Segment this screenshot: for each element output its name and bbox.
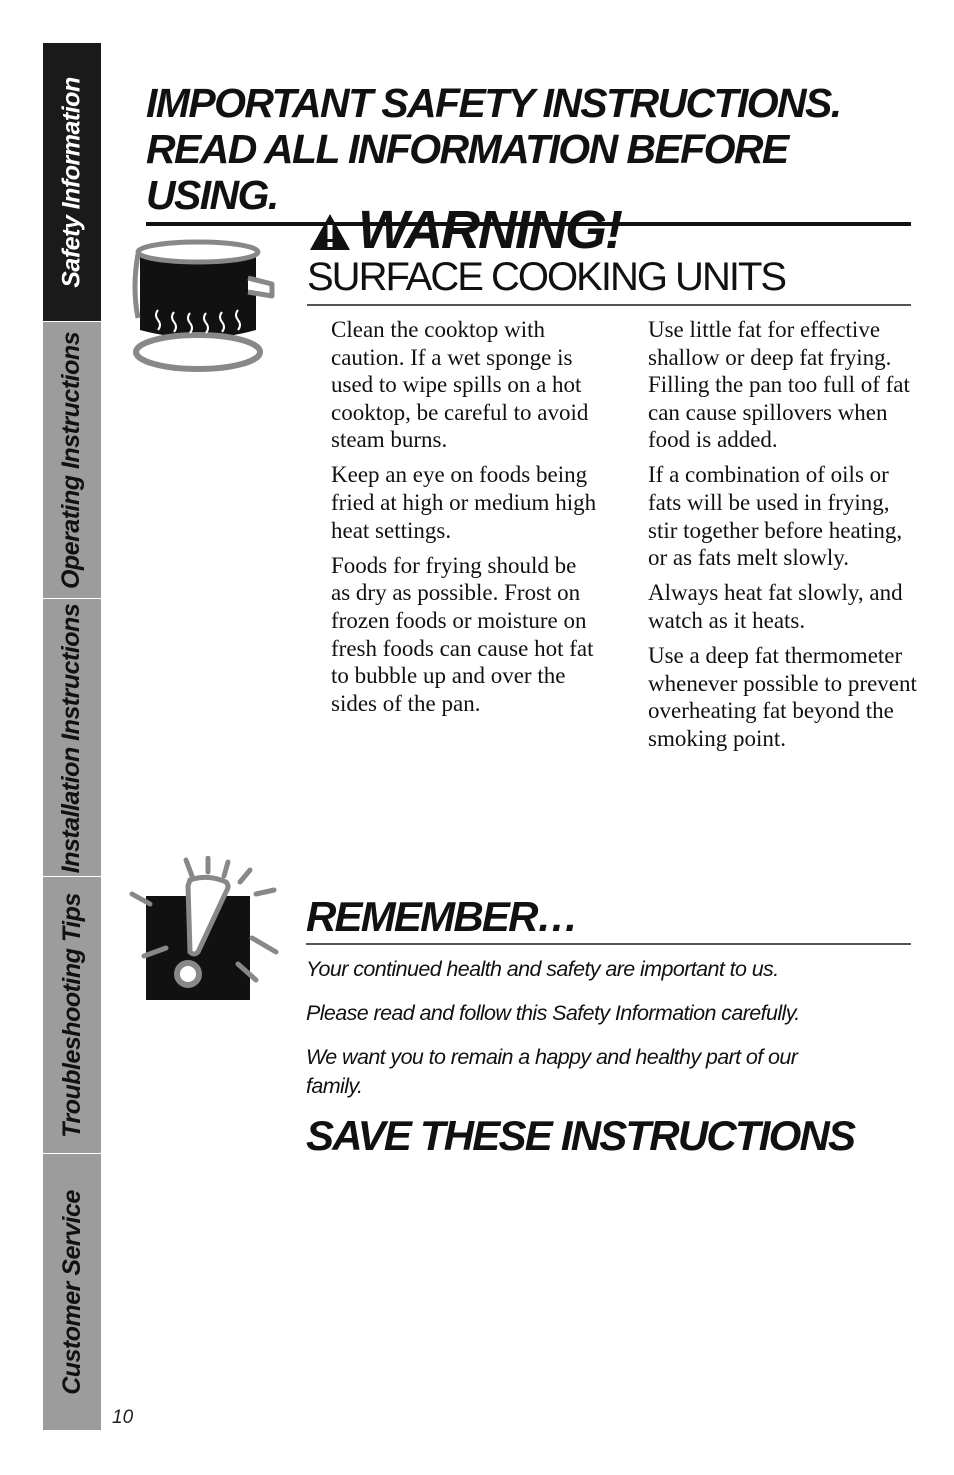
tab-label: Safety Information: [57, 76, 86, 288]
tab-troubleshooting-tips[interactable]: [43, 876, 101, 1154]
tab-label: Operating Instructions: [57, 331, 86, 590]
tab-label: Troubleshooting Tips: [57, 893, 86, 1138]
warning-paragraph: Foods for frying should be as dry as possible. Frost on frozen foods or moisture on fresh foods can cause hot fat to bubble up and over the sides of the pan.: [331, 552, 594, 716]
tab-installation-instructions[interactable]: [43, 598, 101, 877]
remember-line: Please read and follow this Safety Information carefully.: [306, 1001, 800, 1025]
warning-paragraph: Always heat fat slowly, and watch as it heats.: [648, 580, 903, 633]
warning-paragraph: Keep an eye on foods being fried at high or medium high heat settings.: [331, 462, 597, 543]
remember-line: Your continued health and safety are important to us.: [306, 957, 779, 981]
save-instructions-heading: SAVE THESE INSTRUCTIONS: [306, 1112, 855, 1159]
warning-paragraph: Clean the cooktop with caution. If a wet sponge is used to wipe spills on a hot cooktop, be careful to avoid steam burns.: [331, 317, 589, 453]
exclamation-alert-icon: [126, 856, 282, 1004]
tab-label: Installation Instructions: [57, 603, 86, 873]
remember-text: [306, 955, 866, 1116]
tab-label: Customer Service: [57, 1190, 86, 1395]
warning-right-column: [648, 316, 918, 760]
section-tabs: [43, 43, 101, 1430]
warning-triangle-icon: [308, 212, 352, 252]
tab-operating-instructions[interactable]: [43, 321, 101, 599]
warning-subtitle: SURFACE COOKING UNITS: [307, 254, 911, 306]
heading-line-2: READ ALL INFORMATION BEFORE USING.: [146, 126, 788, 218]
warning-paragraph: Use a deep fat thermometer whenever possible to prevent overheating fat beyond the smoking point.: [648, 643, 917, 751]
heading-line-1: IMPORTANT SAFETY INSTRUCTIONS.: [146, 80, 841, 126]
tab-safety-information[interactable]: [43, 43, 101, 321]
remember-line: We want you to remain a happy and healthy part of our family.: [306, 1045, 798, 1098]
warning-title-text: WARNING!: [358, 200, 621, 260]
warning-title: [308, 200, 621, 260]
warning-paragraph: Use little fat for effective shallow or deep fat frying. Filling the pan too full of fat can cause spillovers when food is added.: [648, 317, 910, 453]
warning-paragraph: If a combination of oils or fats will be used in frying, stir together before heating, or as fats melt slowly.: [648, 462, 903, 571]
tab-customer-service[interactable]: [43, 1153, 101, 1431]
page-number: 10: [112, 1407, 134, 1428]
pot-on-burner-icon: [130, 238, 278, 378]
warning-left-column: [331, 316, 601, 725]
remember-heading: REMEMBER…: [306, 893, 911, 945]
